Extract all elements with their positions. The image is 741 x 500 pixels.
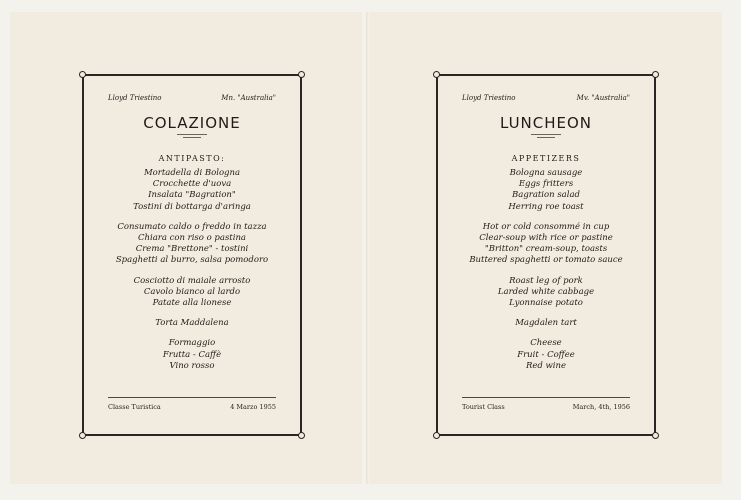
corner-ornament [79,432,86,439]
footer-divider [108,397,276,398]
menu-item: Clear-soup with rice or pastine [479,233,613,244]
right-page [370,12,722,484]
title-divider [177,134,207,135]
date-label: March, 4th, 1956 [572,403,630,411]
menu-title: LUNCHEON [499,114,593,132]
corner-ornament [433,71,440,78]
right-footer [462,403,630,411]
corner-ornament [298,432,305,439]
menu-group [84,338,300,372]
section-heading: ANTIPASTO: [158,154,226,163]
menu-group [84,276,300,310]
menu-item: Fruit - Coffee [517,349,575,360]
corner-ornament [79,71,86,78]
menu-group [438,338,654,372]
menu-title: COLAZIONE [143,114,241,132]
corner-ornament [652,432,659,439]
menu-item: Roast leg of pork [509,275,583,286]
menu-item: Patate alla lionese [152,298,232,309]
section-heading: APPETIZERS [511,154,581,163]
menu-item: Larded white cabbage [497,286,595,297]
menu-item: Torta Maddalena [155,318,229,329]
menu-item: Chiara con riso o pastina [138,233,246,244]
corner-ornament [298,71,305,78]
menu-item: Hot or cold consommé in cup [482,221,610,232]
menu-item: Herring roe toast [508,201,584,212]
date-label: 4 Marzo 1955 [230,403,276,411]
left-header [108,94,276,102]
menu-item: Cheese [530,338,562,349]
menu-items [438,168,654,381]
menu-item: Insalata "Bagration" [148,190,236,201]
menu-item: Crema "Brettone" - tostini [135,244,249,255]
left-footer [108,403,276,411]
class-label: Tourist Class [462,403,505,411]
title-divider [183,137,201,138]
ship-name: Mv. "Australia" [576,94,630,102]
title-divider [537,137,555,138]
title-divider [531,134,561,135]
menu-item: "Britton" cream-soup, toasts [484,244,608,255]
menu-item: Vino rosso [169,360,215,371]
menu-item: Frutta - Caffè [162,349,222,360]
left-menu-frame [82,74,302,436]
right-menu-frame [436,74,656,436]
menu-group [438,222,654,267]
menu-group [438,318,654,329]
menu-item: Eggs fritters [518,179,574,190]
menu-item: Tostini di bottarga d'aringa [133,201,251,212]
menu-items [84,168,300,381]
company-name: Lloyd Triestino [108,94,162,102]
left-page [10,12,362,484]
menu-group [84,168,300,213]
company-name: Lloyd Triestino [462,94,516,102]
footer-divider [462,397,630,398]
menu-group [84,222,300,267]
menu-item: Lyonnaise potato [509,298,583,309]
corner-ornament [652,71,659,78]
right-header [462,94,630,102]
ship-name: Mn. "Australia" [221,94,276,102]
menu-item: Cosciotto di maiale arrosto [133,275,251,286]
menu-item: Consumato caldo o freddo in tazza [117,221,267,232]
menu-item: Formaggio [168,338,216,349]
menu-item: Spaghetti al burro, salsa pomodoro [115,255,269,266]
menu-group [438,168,654,213]
menu-group [84,318,300,329]
menu-group [438,276,654,310]
menu-item: Buttered spaghetti or tomato sauce [469,255,623,266]
menu-item: Mortadella di Bologna [143,168,241,178]
menu-item: Cavolo bianco al lardo [143,286,241,297]
class-label: Classe Turistica [108,403,161,411]
menu-item: Red wine [525,360,567,371]
menu-item: Crocchette d'uova [152,179,232,190]
menu-item: Bologna sausage [509,168,583,178]
menu-item: Bagration salad [512,190,580,201]
menu-item: Magdalen tart [515,318,577,329]
corner-ornament [433,432,440,439]
